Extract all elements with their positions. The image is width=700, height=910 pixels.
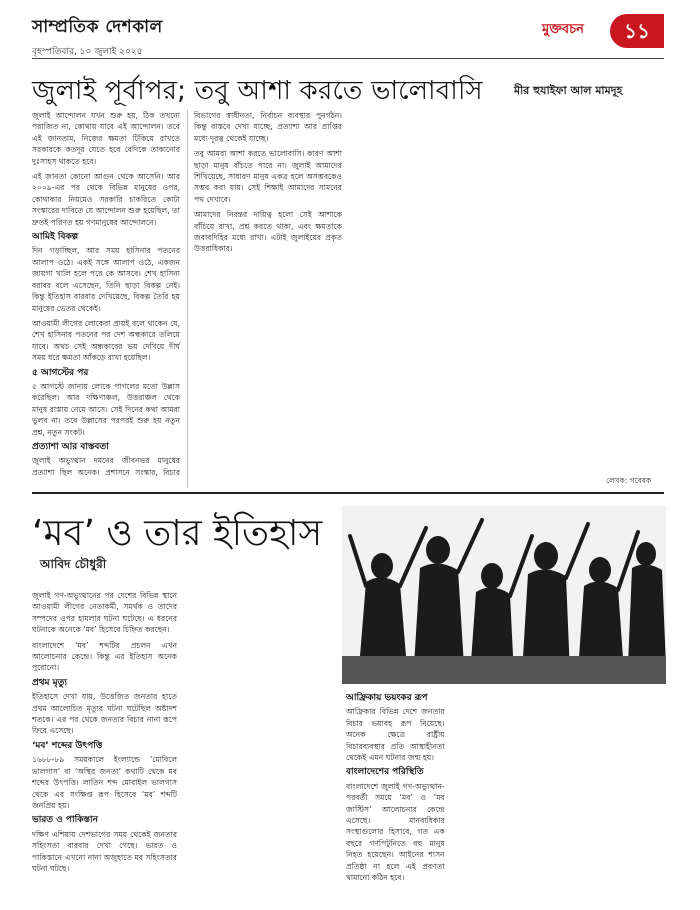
- article1-signature: লেখক: গবেষক: [606, 476, 652, 485]
- article2-subhead: আফ্রিকায় ভয়ংকর রূপ: [346, 693, 428, 703]
- article1-paragraph: জুলাই আন্দোলন যখন শুরু হয়, ঠিক তখনো পরাজিত না, কোথায় যাবে এই আন্দোলন। তবে এই জানতাম, নিজের ক্ষমতা টিকিয়ে রাখতে সরকারকে কতদূর যেতে হবে বেদিকে তাকানোর দুঃসাহস থাকতে হবে।: [32, 111, 180, 166]
- article-divider: [32, 492, 664, 494]
- newspaper-name: সাম্প্রতিক দেশকাল: [32, 17, 163, 37]
- masthead-left: [32, 14, 163, 59]
- article2-right-columns: [346, 690, 666, 898]
- article2-subhead: ‘মব’ শব্দের উৎপত্তি: [32, 740, 103, 751]
- article1-paragraph: তবু আমরা আশা করতে ভালোবাসি। কারণ আশা ছাড়া মানুষ বাঁচতে পারে না। জুলাই আমাদের শিখিয়েছে, সাধারণ মানুষ একত্র হলে অসম্ভবকেও সম্ভব করা যায়। সেই শিক্ষাই আমাদের সামনের পথ দেখাবে।: [194, 149, 342, 204]
- issue-date: বৃহস্পতিবার, ১০ জুলাই ২০২৫: [32, 47, 143, 57]
- article2-body: [32, 590, 666, 898]
- article2-subhead: ভারত ও পাকিস্তান: [32, 815, 98, 826]
- article2-paragraph: বাংলাদেশে জুলাই গণ-অভ্যুত্থান-পরবর্তী সময়ে ‘মব’ ও ‘মব জাস্টিস’ আলোচনার কেন্দ্রে এসেছে। মানবাধিকার সংস্থাগুলোর হিসাবে, গত এক বছরে গণপিটুনিতে বহু মানুষ নিহত হয়েছেন। আইনের শাসন প্রতিষ্ঠা না হলে এই প্রবণতা থামানো কঠিন হবে।: [346, 781, 445, 883]
- article1-body: [32, 110, 666, 488]
- article1-paragraph: দিন গড়াচ্ছিল, আর সময় হাসিনার পতনের আলাপ ওঠে। একই সঙ্গে আলাপ ওঠে, একজন জায়গা খালি হলে পরে কে আসবে। শেখ হাসিনা বরাবর বলে এসেছেন, তিনি ছাড়া বিকল্প নেই। কিন্তু ইতিহাস বারবার দেখিয়েছে, বিকল্প তৈরি হয় মানুষের ভেতর থেকেই।: [32, 246, 180, 313]
- article2-paragraph: জুলাই গণ-অভ্যুত্থানের পর দেশের বিভিন্ন স্থানে আওয়ামী লীগের নেতাকর্মী, সমর্থক ও তাদের সম্পদের ওপর হামলার ঘটনা ঘটেছে। এ ধরনের ঘটনাকে অনেকে ‘মব’ হিসেবে চিহ্নিত করছেন।: [32, 591, 177, 635]
- article2-paragraph: দক্ষিণ এশিয়ায় দেশভাগের সময় থেকেই জনতার সহিংসতা বারবার দেখা গেছে। ভারত ও পাকিস্তানে এখনো নানা অজুহাতে মব সহিংসতার ঘটনা ঘটছে।: [32, 829, 177, 873]
- article2-paragraph: আফ্রিকার বিভিন্ন দেশে জনতার বিচার ভয়াবহ রূপ নিয়েছে। অনেক ক্ষেত্রে রাষ্ট্রীয় বিচারব্যবস্থার প্রতি আস্থাহীনতা থেকেই এমন ঘটনার জন্ম হয়।: [346, 707, 445, 763]
- article2-subhead: প্রথম মৃত্যু: [32, 677, 68, 688]
- article2-byline: আবিদ চৌধুরী: [40, 557, 107, 571]
- article2-paragraph: ইতিহাসে দেখা যায়, উত্তেজিত জনতার হাতে প্রথম আলোচিত মৃত্যুর ঘটনা ঘটেছিল অষ্টাদশ শতকে। এর পর থেকে জনতার বিচার নানা রূপে ফিরে এসেছে।: [32, 692, 177, 736]
- article1-headline: জুলাই পূর্বাপর; তবু আশা করতে ভালোবাসি: [32, 76, 483, 106]
- article2-subhead: বাংলাদেশের পরিস্থিতি: [346, 767, 424, 778]
- page-number-badge: ১১: [610, 14, 664, 48]
- header-rule: [32, 58, 664, 59]
- article1-paragraph: ৫ আগস্টে জানায় লোকে পাগলের মতো উল্লাস করেছিল। আর দক্ষিণাঞ্চল, উত্তরাঞ্চল থেকে মানুষ রাস্তায় নেমে আসে। সেই দিনের কথা আমরা ভুলব না। তবে উল্লাসের পরপরই শুরু হয় নতুন প্রশ্ন, নতুন সংকট।: [32, 381, 180, 437]
- article1-subhead: ৫ আগস্টের পর: [32, 367, 89, 378]
- article2-paragraph: বাংলাদেশে ‘মব’ শব্দটির প্রচলন এখন আলোচনার কেন্দ্রে। কিন্তু এর ইতিহাস অনেক পুরোনো।: [32, 640, 177, 673]
- article1-subhead: প্রত্যাশা আর বাস্তবতা: [32, 441, 109, 452]
- article1-paragraph: আওয়ামী লীগের লোকেরা প্রায়ই বলে থাকেন যে, শেখ হাসিনার পতনের পর দেশ অন্ধকারে তলিয়ে যাবে। অথচ সেই অন্ধকারের ভয় দেখিয়ে দীর্ঘ সময় ধরে ক্ষমতা আঁকড়ে রাখা হয়েছিল।: [32, 318, 180, 363]
- section-label: মুক্তবচন: [542, 22, 584, 37]
- article1-paragraph: জুলাই অভ্যুত্থান দমনের জীবনভর মানুষের প্রত্যাশা ছিল অনেক। প্রশাসনে সংস্কার, বিচার বিভাগের স্বাধীনতা, নির্বাচন ব্যবস্থার পুনর্গঠন। কিন্তু বাস্তবে দেখা যাচ্ছে, প্রত্যাশা আর প্রাপ্তির মধ্যে দূরত্ব থেকেই যাচ্ছে।: [32, 111, 342, 477]
- article2-left-columns: [32, 590, 334, 898]
- article2-paragraph: ১৬৮৮-৮৯ সময়কালে ইংল্যান্ডে ‘মোবিলে ভালগাস’ বা ‘অস্থির জনতা’ কথাটি থেকে মব শব্দের উৎপত্তি। লাতিন শব্দ মোবাইল ভালগাস থেকে এর সংক্ষিপ্ত রূপ হিসেবে ‘মব’ শব্দটি জনপ্রিয় হয়।: [32, 755, 177, 810]
- article2-headline: ‘মব’ ও তার ইতিহাস: [32, 513, 323, 554]
- article1-paragraph: এই জানতা কোনো আগুন থেকে আসেনি। আর ২০০৯-এর পর থেকে বিভিন্ন মানুষের ওপর, কোথাকার নিয়মেও সরকারি চাকরিতে কোটা সংস্কারের দাবিতে যে আন্দোলন শুরু হয়েছিল, তা দ্রুতই পরিণত হয় গণমানুষের আন্দোলনে।: [32, 172, 180, 227]
- article1-paragraph: আমাদের নিরন্তর দায়িত্ব হলো সেই আশাকে বাঁচিয়ে রাখা, প্রশ্ন করতে থাকা, এবং ক্ষমতাকে জবাবদিহির মধ্যে রাখা। এটাই জুলাইয়ের প্রকৃত উত্তরাধিকার।: [194, 210, 342, 254]
- article1-subhead: আমিই বিকল্প: [32, 232, 79, 243]
- article1-byline: মীর হুযাইফা আল মামদূহ: [514, 84, 623, 97]
